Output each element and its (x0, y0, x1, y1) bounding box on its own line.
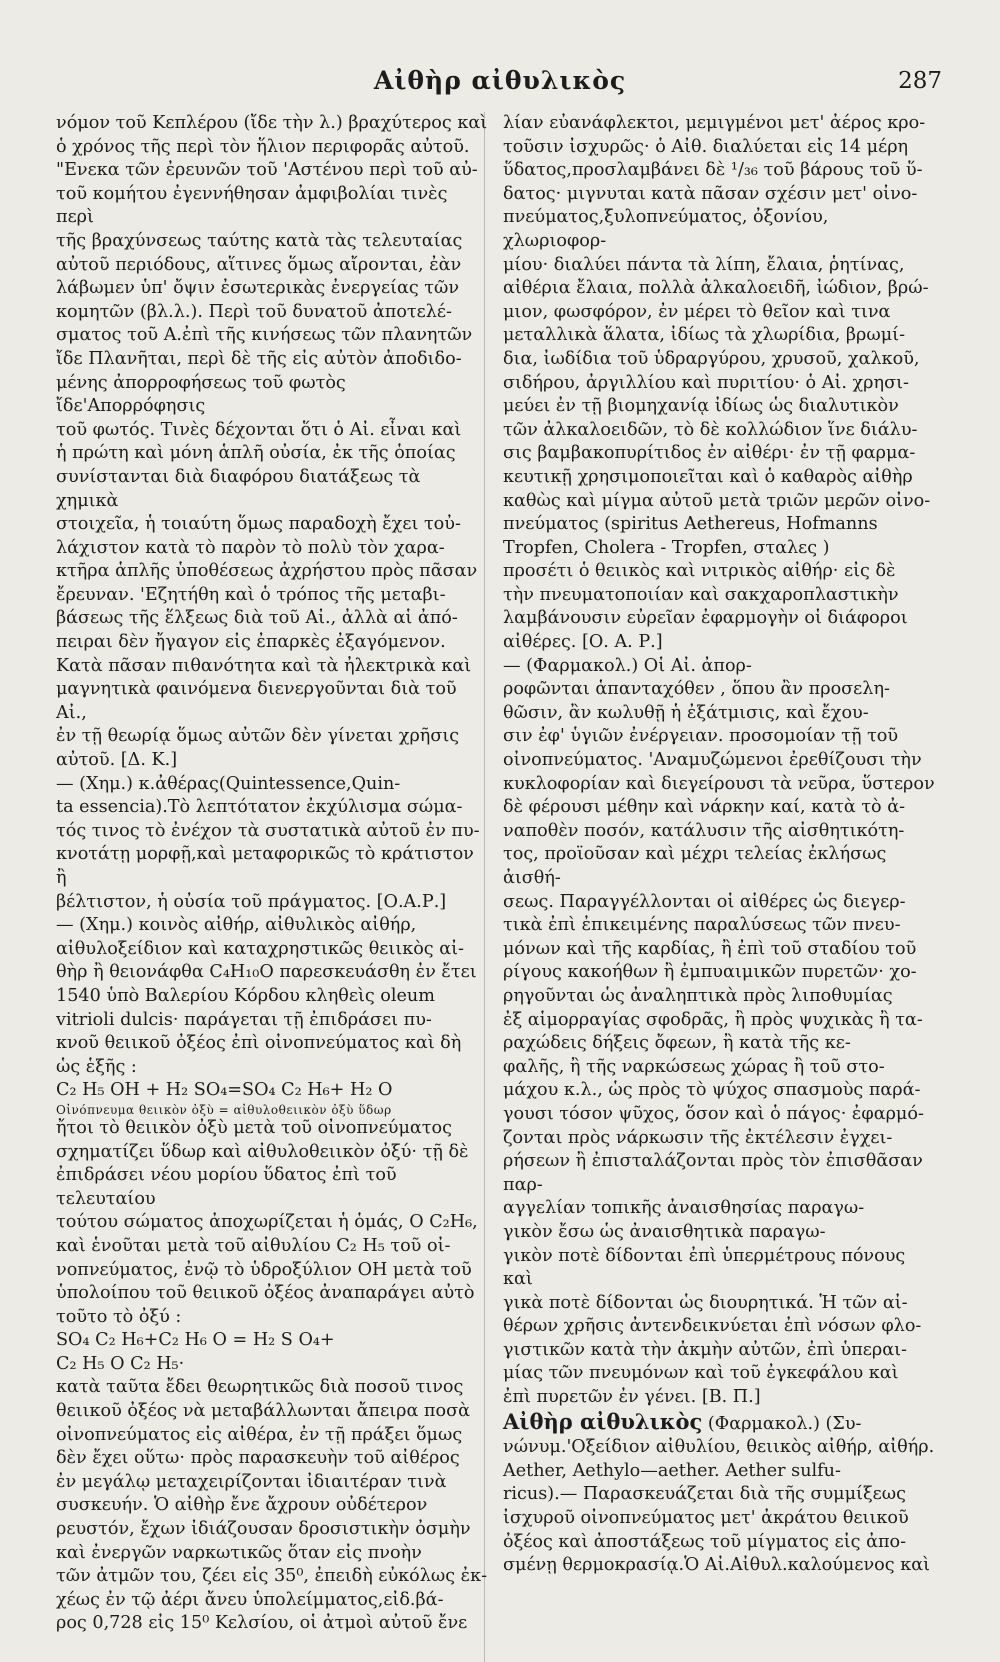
right-column (503, 112, 937, 1578)
entry-headword: Αἰθὴρ αἰθυλικὸς (503, 1408, 703, 1434)
left-paragraph-4: ἤτοι τὸ θειικὸν ὀξὺ μετὰ τοῦ οἰνοπνεύματος σχηματίζει ὕδωρ καὶ αἰθυλοθειικὸν ὀξύ· τῇ δὲ ἐπιδράσει νέου μορίου ὕδατος ἐπὶ τοῦ τελευταίου τούτου σώματος ἀποχωρίζεται ἡ ὁμάς, O C₂H₆, καὶ ἑνοῦται μετὰ τοῦ αἰθυλίου C₂ H₅ τοῦ οἰ- νοπνεύματος, ἐνῷ τὸ ὑδροξύλιον OH μετὰ τοῦ ὑπολοίπου τοῦ θειικοῦ ὀξέος ἀναπαράγει αὐτὸ τοῦτο τὸ ὀξύ : (56, 1117, 478, 1327)
chemical-equation-2: SO₄ C₂ H₆+C₂ H₆ O = H₂ S O₄+ C₂ H₅ O C₂ H₅· (56, 1330, 335, 1374)
left-paragraph-5: κατὰ ταῦτα ἔδει θεωρητικῶς διὰ ποσοῦ τινος θειικοῦ ὀξέος νὰ μεταβάλλωνται ἄπειρα ποσὰ οἰνοπνεύματος εἰς αἰθέρα, ἐν τῇ πράξει ὅμως δὲν ἔχει οὕτω· πρὸς παρασκευὴν τοῦ αἰθέρος ἐν μεγάλῳ μεταχειρίζονται ἰδιαιτέραν τινὰ συσκευήν. Ὁ αἰθὴρ ἔνε ἄχρουν οὐδέτερον ρευστόν, ἔχων ἰδιάζουσαν δροσιστικὴν ὀσμὴν καὶ ἐνεργῶν ναρκωτικῶς ὅταν εἰς πνοὴν τῶν ἀτμῶν του, ζέει εἰς 35⁰, ἐπειδὴ εὐκόλως ἐκ- χέως ἐν τῷ ἀέρι ἄνευ ὑπολείμματος,εἰδ.βά- ρος 0,728 εἰς 15⁰ Κελσίου, οἱ ἀτμοὶ αὐτοῦ ἔνε (56, 1377, 488, 1634)
left-paragraph-1: νόμον τοῦ Κεπλέρου (ἴδε τὴν λ.) βραχύτερος καὶ ὁ χρόνος τῆς περὶ τὸν ἥλιον περιφορᾶς αὐτοῦ. "Ενεκα τῶν ἐρευνῶν τοῦ 'Αστένου περὶ τοῦ αὐ- τοῦ κομήτου ἐγεννήθησαν ἀμφιβολίαι τινὲς περὶ τῆς βραχύνσεως ταύτης κατὰ τὰς τελευταίας αὐτοῦ περιόδους, αἵτινες ὅμως αἴρονται, ἐὰν λάβωμεν ὑπ' ὄψιν ἐσωτερικὰς ἐνεργείας τῶν κομητῶν (βλ.λ.). Περὶ τοῦ δυνατοῦ ἀποτελέ- σματος τοῦ Α.ἐπὶ τῆς κινήσεως τῶν πλανητῶν ἴδε Πλανῆται, περὶ δὲ τῆς εἰς αὐτὸν ἀποδιδο- μένης ἀπορροφήσεως τοῦ φωτὸς ἴδε'Απορρόφησις τοῦ φωτός. Τινὲς δέχονται ὅτι ὁ Αἰ. εἶναι καὶ ἡ πρώτη καὶ μόνη ἁπλῆ οὐσία, ἐκ τῆς ὁποίας συνίστανται διὰ διαφόρου διατάξεως τὰ χημικὰ στοιχεῖα, ἡ τοιαύτη ὅμως παραδοχὴ ἔχει τοὐ- λάχιστον κατὰ τὸ παρὸν τὸ πολὺ τὸν χαρα- κτῆρα ἁπλῆς ὑποθέσεως ἀχρήστου πρὸς πᾶσαν ἔρευναν. 'Εζητήθη καὶ ὁ τρόπος τῆς μεταβι- βάσεως τῆς ἕλξεως διὰ τοῦ Αἰ., ἀλλὰ αἱ ἀπό- πειραι δὲν ἤγαγον εἰς ἐπαρκὲς ἐξαγόμενον. Κατὰ πᾶσαν πιθανότητα καὶ τὰ ἠλεκτρικὰ καὶ μαγνητικὰ φαινόμενα διενεργοῦνται διὰ τοῦ Αἰ., ἐν τῇ θεωρίᾳ ὅμως αὐτῶν δὲν γίνεται χρῆσις αὐτοῦ. [Δ. Κ.] (56, 113, 488, 771)
chemical-equation-1-caption: Οἰνόπνευμα θειικὸν ὀξὺ = αἰθυλοθειικὸν ὀξὺ ὕδωρ (56, 1102, 392, 1117)
page-number: 287 (898, 68, 942, 94)
right-paragraph-2: — (Φαρμακολ.) Οἱ Αἰ. ἀπορ- ροφῶνται ἁπανταχόθεν , ὅπου ἂν προσελη- θῶσιν, ἂν κωλυθῇ ἡ ἐξάτμισις, καὶ ἔχου- σιν ἐφ' ὑγιῶν ἐνέργειαν. προσομοίαν τῇ τοῦ οἰνοπνεύματος. 'Αναμυζώμενοι ἐρεθίζουσι τὴν κυκλοφορίαν καὶ διεγείρουσι τὰ νεῦρα, ὕστερον δὲ φέρουσι μέθην καὶ νάρκην καί, κατὰ τὸ ἀ- ναποθὲν ποσόν, κατάλυσιν τῆς αἰσθητικότη- τος, προϊοῦσαν καὶ μέχρι τελείας ἐκλήσως ἀισθή- σεως. Παραγγέλλονται οἱ αἰθέρες ὡς διεγερ- τικὰ ἐπὶ ἐπικειμένης παραλύσεως τῶν πνευ- μόνων καὶ τῆς καρδίας, ἢ ἐπὶ τοῦ σταδίου τοῦ ρίγους κακοήθων ἢ ἐμπυαιμικῶν πυρετῶν· χο- ρηγοῦνται ὡς ἀναληπτικὰ πρὸς λιποθυμίας ἐξ αἱμορραγίας σφοδρᾶς, ἢ πρὸς ψυχικὰς ἢ τα- ραχώδεις δήξεις ὄφεων, ἢ κατὰ τῆς κε- φαλῆς, ἢ τῆς ναρκώσεως χώρας ἢ τοῦ στο- μάχου κ.λ., ὡς πρὸς τὸ ψύχος σπασμοὺς παρά- γουσι τόσον ψῦχος, ὅσον καὶ ὁ πάγος· ἐφαρμό- ζονται πρὸς νάρκωσιν τῆς ἐκτέλεσιν ἐγχει- ρήσεων ἢ ἐπισταλάζονται πρὸς τὸν ἐπισθᾶσαν παρ- αγγελίαν τοπικῆς ἀναισθησίας παραγω- γικὸν ἔσω ὡς ἀναισθητικὰ παραγω- γικὸν ποτὲ δίδονται ἐπὶ ὑπερμέτρους πόνους καὶ γικὰ ποτὲ δίδονται ὡς διουρητικά. Ἡ τῶν αἰ- θέρων χρῆσις ἀντενδεικνύεται ἐπὶ νόσων φλο- γιστικῶν κατὰ τὴν ἀκμὴν αὐτῶν, ἐπὶ ὑπεραι- μίας τῶν πνευμόνων καὶ τοῦ ἐγκεφάλου καὶ ἐπὶ πυρετῶν ἐν γένει. [Β. Π.] (503, 655, 935, 1408)
running-head (0, 66, 1000, 102)
chemical-equation-1: C₂ H₅ OH + H₂ SO₄=SO₄ C₂ H₆+ H₂ O (56, 1080, 393, 1101)
left-paragraph-3: — (Χημ.) κοινὸς αἰθήρ, αἰθυλικὸς αἰθήρ, αἰθυλοξείδιον καὶ καταχρηστικῶς θειικὸς αἰ- θὴρ ἢ θειονάφθα C₄H₁₀O παρεσκευάσθη ἐν ἔτει 1540 ὑπὸ Βαλερίου Κόρδου κληθεὶς oleum vitrioli dulcis· παράγεται τῇ ἐπιδράσει πυ- κνοῦ θειικοῦ ὀξέος ἐπὶ οἰνοπνεύματος καὶ δὴ ὡς ἑξῆς : (56, 915, 477, 1077)
left-paragraph-2: — (Χημ.) κ.ἀθέρας(Quintessence,Quin- ta essencia).Τὸ λεπτότατον ἐκχύλισμα σώμα- τός τινος τὸ ἐνέχον τὰ συστατικὰ αὐτοῦ ἐν πυ- κνοτάτῃ μορφῇ,καὶ μεταφορικῶς τὸ κράτιστον ἢ βέλτιστον, ἡ οὐσία τοῦ πράγματος. [Ο.Α.Ρ.] (56, 773, 480, 912)
running-title: Αἰθὴρ αἰθυλικὸς (373, 66, 627, 95)
left-column (56, 112, 488, 1636)
right-paragraph-3 (503, 1410, 937, 1578)
right-paragraph-1: λίαν εὐανάφλεκτοι, μεμιγμένοι μετ' ἀέρος κρο- τοῦσιν ἰσχυρῶς· ὁ Αἰθ. διαλύεται εἰς 14 μέρη ὕδατος,προσλαμβάνει δὲ ¹/₃₆ τοῦ βάρους τοῦ ὕ- δατος· μιγνυται κατὰ πᾶσαν σχέσιν μετ' οἰνο- πνεύματος,ξυλοπνεύματος, ὀξονίου, χλωριοφορ- μίου· διαλύει πάντα τὰ λίπη, ἔλαια, ῥητίνας, αἰθέρια ἔλαια, πολλὰ ἀλκαλοειδῆ, ἰώδιον, βρώ- μιον, φωσφόρον, ἐν μέρει τὸ θεῖον καὶ τινα μεταλλικὰ ἅλατα, ἰδίως τὰ χλωρίδια, βρωμί- δια, ἰωδίδια τοῦ ὑδραργύρου, χρυσοῦ, χαλκοῦ, σιδήρου, ἀργιλλίου καὶ πυριτίου· ὁ Αἰ. χρησι- μεύει ἐν τῇ βιομηχανίᾳ ἰδίως ὡς διαλυτικὸν τῶν ἀλκαλοειδῶν, τὸ δὲ κολλώδιον ἵνε διάλυ- σις βαμβακοπυρίτιδος ἐν αἰθέρι· ἐν τῇ φαρμα- κευτικῇ χρησιμοποιεῖται καὶ ὁ καθαρὸς αἰθὴρ καθὼς καὶ μίγμα αὐτοῦ μετὰ τριῶν μερῶν οἰνο- πνεύματος (spiritus Aethereus, Hofmanns Tropfen, Cholera - Tropfen, σταλες ) προσέτι ὁ θειικὸς καὶ νιτρικὸς αἰθήρ· εἰς δὲ τὴν πνευματοποιίαν καὶ σακχαροπλαστικὴν λαμβάνουσιν εὐρεῖαν ἐφαρμογὴν οἱ διάφοροι αἰθέρες. [Ο. Α. Ρ.] (503, 113, 931, 653)
right-paragraph-3-text: (Φαρμακολ.) (Συ- νώνυμ.'Οξείδιον αἰθυλίου, θειικὸς αἰθήρ, αἰθήρ. Aether, Aethylo—aether. Aether sulfu- ricus).— Παρασκευάζεται διὰ τῆς συμμίξεως ἰσχυροῦ οἰνοπνεύματος μετ' ἀκράτου θειικοῦ ὀξέος καὶ ἀποστάξεως τοῦ μίγματος εἰς ἀπο- σμένῃ θερμοκρασίᾳ.Ὁ Αἰ.Αἰθυλ.καλούμενος καὶ (503, 1413, 935, 1576)
